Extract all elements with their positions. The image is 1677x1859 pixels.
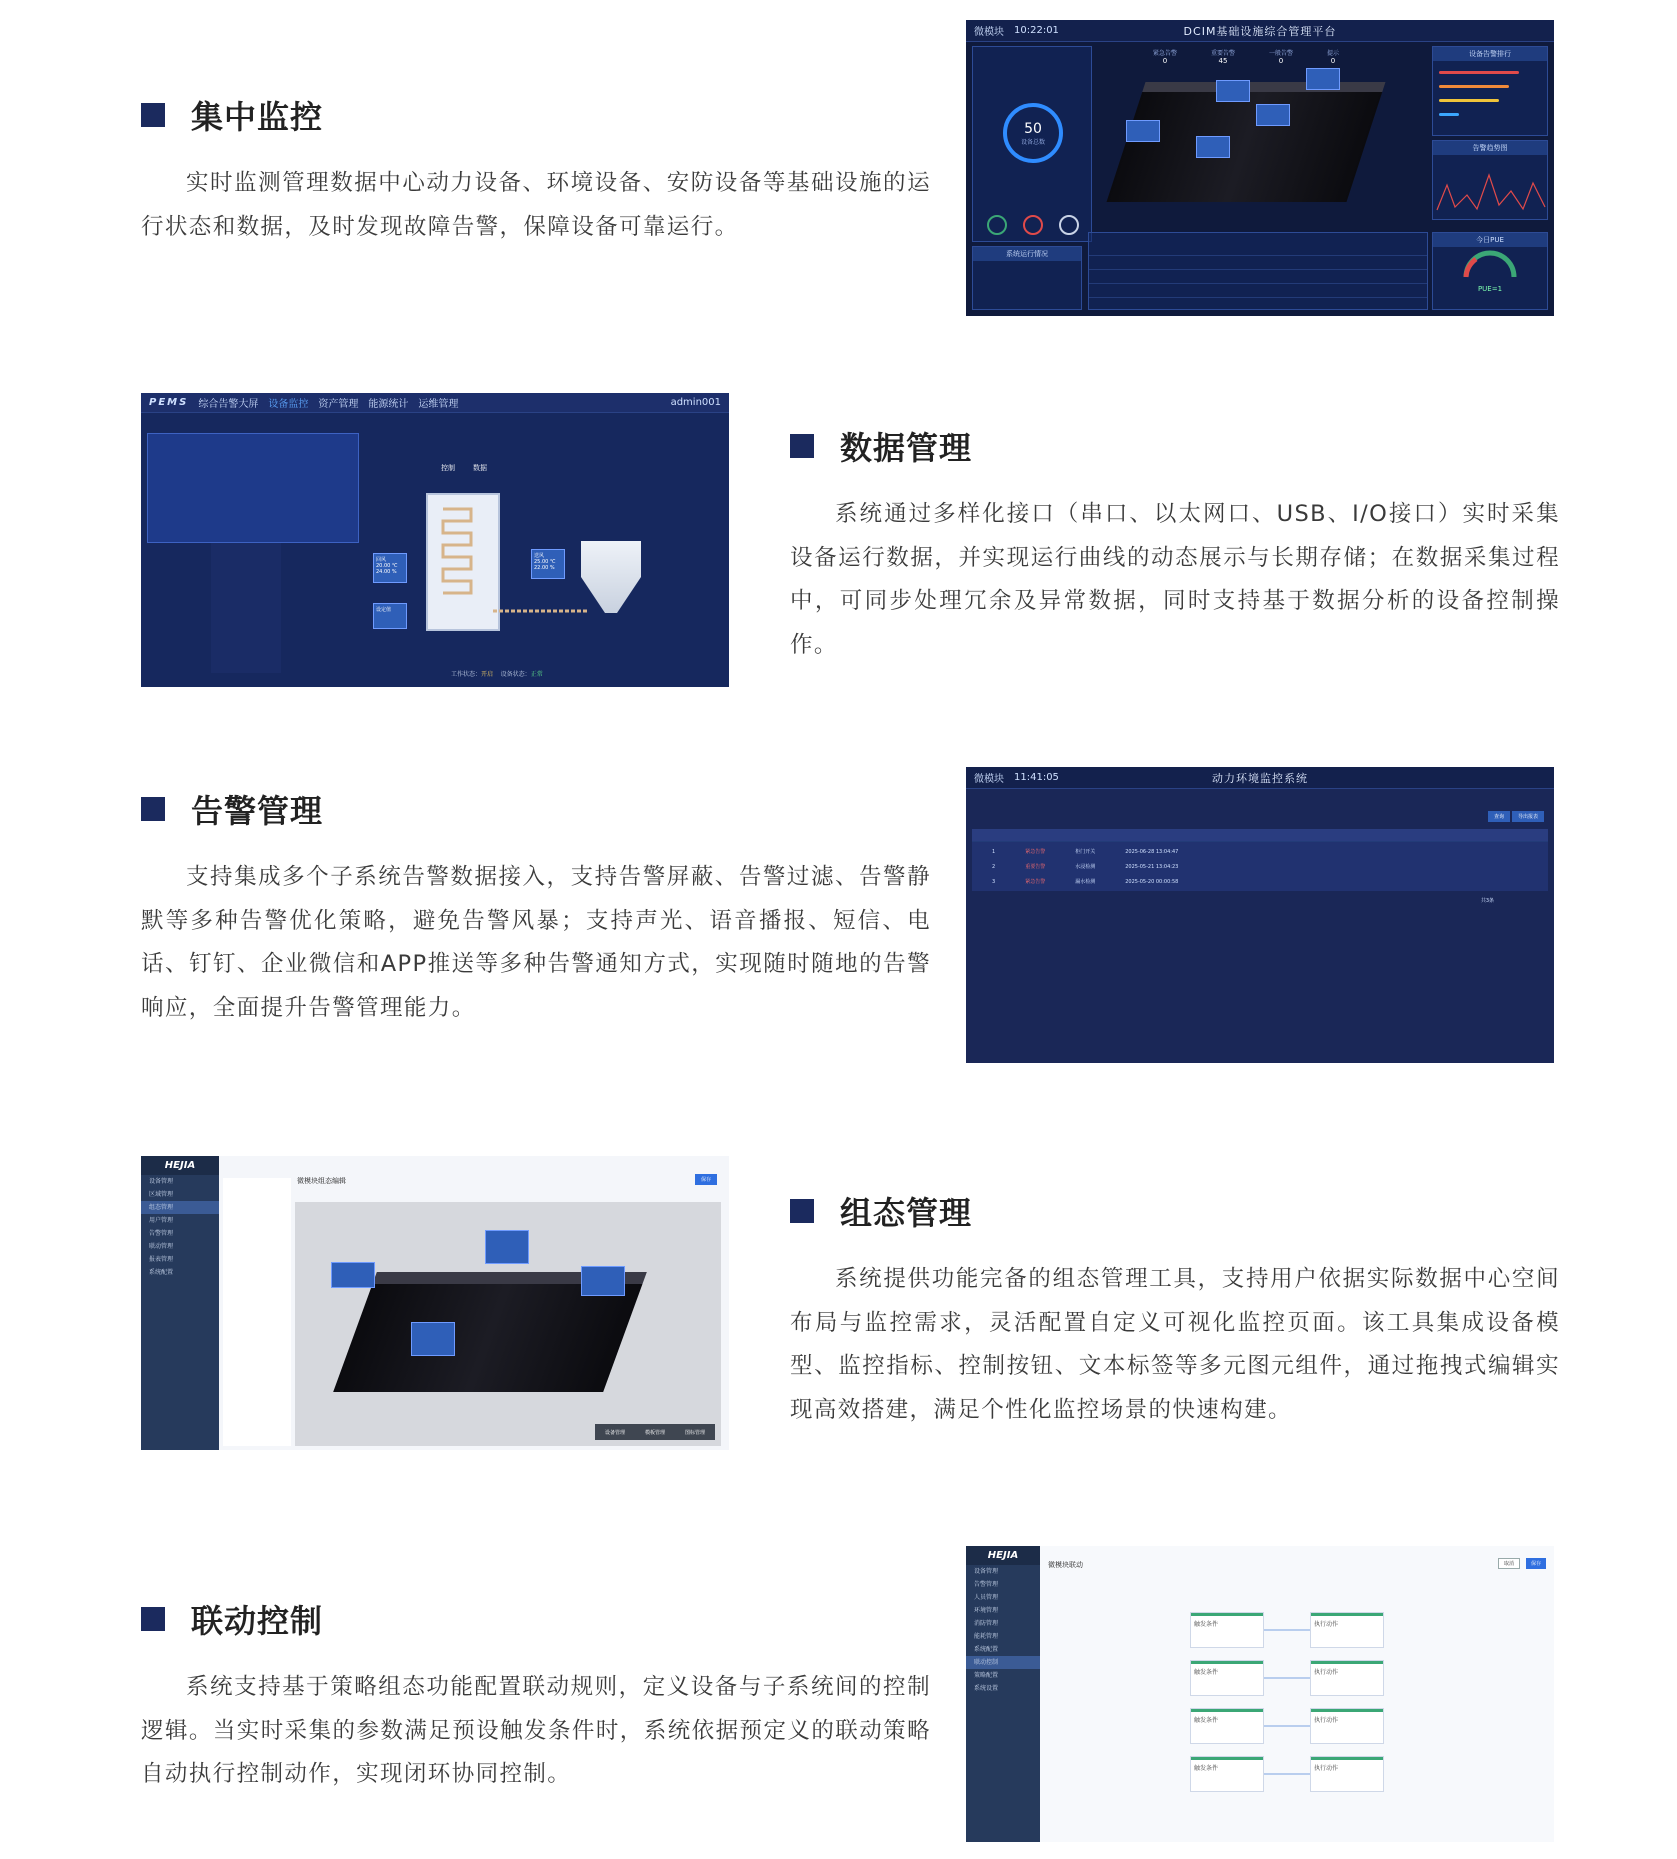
heading-square-icon — [790, 1199, 814, 1223]
pue-value: PUE=1 — [1477, 285, 1503, 293]
section-paragraph: 系统提供功能完备的组态管理工具，支持用户依据实际数据中心空间布局与监控需求，灵活配置自定义可视化监控页面。该工具集成设备模型、监控指标、控制按钮、文本标签等多元图元组件，通过拖拽式编辑实现高效搭建，满足个性化监控场景的快速构建。 — [790, 1266, 1560, 1423]
pager[interactable]: 共3条 — [1480, 898, 1494, 904]
brand-logo: PEMS — [149, 397, 189, 408]
sensor-tag — [411, 1322, 455, 1356]
action-node[interactable]: 执行动作 — [1310, 1612, 1384, 1648]
menu-item[interactable]: 系统配置 — [149, 1269, 174, 1276]
screen-data — [141, 393, 729, 687]
table-row[interactable]: 3 紧急告警 漏水检测 2025-05-20 00:00:58 — [992, 878, 1179, 885]
screen-monitor — [966, 20, 1554, 316]
nav-tab[interactable]: 设备监控 — [268, 399, 309, 410]
screen-topbar — [966, 767, 1554, 789]
coil-icon — [437, 503, 477, 613]
data-btn[interactable]: 数据 — [473, 464, 487, 472]
module-select[interactable]: 微模块 — [974, 27, 1004, 38]
status-line: 工作状态：开启 设备状态：正常 — [451, 671, 543, 678]
device-tree — [211, 543, 281, 673]
canvas-footer: 设备管理 模板管理 图标管理 — [595, 1424, 715, 1440]
gauge-label: 设备总数 — [1020, 139, 1045, 146]
running-panel: 系统运行情况 — [972, 246, 1082, 310]
heading-square-icon — [141, 103, 165, 127]
heading-square-icon — [141, 797, 165, 821]
menu-item[interactable]: 报表管理 — [149, 1256, 174, 1263]
page-title: 微模块联动 — [1048, 1561, 1083, 1569]
screen-config — [141, 1156, 729, 1450]
page-title: 微模块组态编辑 — [297, 1177, 346, 1185]
heading-square-icon — [141, 1607, 165, 1631]
trend-chart — [1433, 155, 1549, 215]
pue-panel: 今日PUE PUE=1 — [1432, 232, 1548, 310]
menu-item[interactable]: 人员管理 — [974, 1594, 999, 1601]
section-heading: 数据管理 — [790, 423, 1560, 469]
menu-item[interactable]: 设备管理 — [149, 1178, 174, 1185]
sensor-tag — [485, 1230, 529, 1264]
trigger-node[interactable]: 触发条件 — [1190, 1708, 1264, 1744]
alarm-table — [972, 829, 1548, 891]
menu-item[interactable]: 区域管理 — [149, 1191, 174, 1198]
cancel-button[interactable]: 取消 — [1498, 1558, 1520, 1569]
menu-item[interactable]: 环境管理 — [974, 1607, 999, 1614]
action-node[interactable]: 执行动作 — [1310, 1660, 1384, 1696]
chart-overlay — [147, 433, 359, 543]
brand-logo: HEJIA — [966, 1546, 1040, 1565]
export-button[interactable]: 导出报表 — [1512, 811, 1544, 822]
sensor-tag — [1306, 68, 1340, 90]
pue-gauge — [1460, 247, 1520, 281]
heading-square-icon — [790, 434, 814, 458]
linkage-sidebar — [966, 1546, 1040, 1842]
menu-item[interactable]: 告警管理 — [974, 1581, 999, 1588]
section-heading: 联动控制 — [141, 1596, 931, 1642]
menu-item[interactable]: 系统设置 — [974, 1685, 999, 1692]
section-heading: 组态管理 — [790, 1188, 1560, 1234]
screen-linkage — [966, 1546, 1554, 1842]
nav-tab[interactable]: 资产管理 — [318, 399, 359, 410]
section-paragraph: 系统通过多样化接口（串口、以太网口、USB、I/O接口）实时采集设备运行数据，并实现运行曲线的动态展示与长期存储；在数据采集过程中，可同步处理冗余及异常数据，同时支持基于数据分析的设备控制操作。 — [790, 501, 1560, 658]
screen-topbar — [966, 20, 1554, 42]
device-panel — [972, 46, 1092, 242]
menu-item[interactable]: 用户管理 — [149, 1217, 174, 1224]
trigger-node[interactable]: 触发条件 — [1190, 1660, 1264, 1696]
canvas — [295, 1202, 721, 1446]
menu-item[interactable]: 系统配置 — [974, 1646, 999, 1653]
clock: 11:41:05 — [1014, 772, 1059, 783]
table-row[interactable]: 2 重要告警 水浸检测 2025-05-21 13:04:23 — [992, 863, 1179, 870]
menu-item[interactable]: 联动控制 — [966, 1656, 1040, 1669]
clock: 10:22:01 — [1014, 25, 1059, 36]
nav-tab[interactable]: 运维管理 — [418, 399, 459, 410]
gauge-value: 50 — [1024, 121, 1042, 137]
section-paragraph: 实时监测管理数据中心动力设备、环境设备、安防设备等基础设施的运行状态和数据，及时发现故障告警，保障设备可靠运行。 — [141, 170, 931, 240]
section-config — [790, 1188, 1560, 1432]
save-button[interactable]: 保存 — [695, 1174, 717, 1185]
sensor-tag — [1126, 120, 1160, 142]
action-node[interactable]: 执行动作 — [1310, 1708, 1384, 1744]
setpoint-tag: 设定值 — [373, 603, 407, 629]
section-heading: 集中监控 — [141, 92, 931, 138]
config-tree — [223, 1178, 291, 1446]
action-node[interactable]: 执行动作 — [1310, 1756, 1384, 1792]
menu-item[interactable]: 组态管理 — [141, 1201, 219, 1214]
screen-title: DCIM基础设施综合管理平台 — [1183, 24, 1337, 38]
section-data — [790, 423, 1560, 667]
sensor-tag — [1196, 136, 1230, 158]
section-linkage — [141, 1596, 931, 1797]
menu-item[interactable]: 联动管理 — [149, 1243, 174, 1250]
menu-item[interactable]: 告警管理 — [149, 1230, 174, 1237]
screen-topbar — [141, 393, 729, 413]
search-button[interactable]: 查询 — [1488, 811, 1510, 822]
menu-item[interactable]: 消防管理 — [974, 1620, 999, 1627]
menu-item[interactable]: 策略配置 — [974, 1672, 999, 1679]
trend-panel: 告警趋势图 — [1432, 140, 1548, 220]
control-btn[interactable]: 控制 — [441, 464, 455, 472]
nav-tab[interactable]: 综合告警大屏 — [198, 399, 259, 410]
trigger-node[interactable]: 触发条件 — [1190, 1612, 1264, 1648]
section-monitor — [141, 92, 931, 249]
menu-item[interactable]: 能耗管理 — [974, 1633, 999, 1640]
pipe-icon — [493, 601, 593, 621]
save-button[interactable]: 保存 — [1526, 1558, 1546, 1569]
sensor-tag — [1256, 104, 1290, 126]
section-heading: 告警管理 — [141, 786, 931, 832]
brand-logo: HEJIA — [141, 1156, 219, 1175]
user-name[interactable]: admin001 — [670, 397, 721, 408]
nav-tab[interactable]: 能源统计 — [368, 399, 409, 410]
section-alarm — [141, 786, 931, 1030]
connector-lines — [1264, 1612, 1310, 1802]
sensor-tag — [1216, 80, 1250, 102]
screen-title: 动力环境监控系统 — [1212, 771, 1308, 785]
section-paragraph: 系统支持基于策略组态功能配置联动规则，定义设备与子系统间的控制逻辑。当实时采集的参数满足预设触发条件时，系统依据预定义的联动策略自动执行控制动作，实现闭环协同控制。 — [141, 1674, 931, 1787]
trigger-node[interactable]: 触发条件 — [1190, 1756, 1264, 1792]
table-row[interactable]: 1 紧急告警 柜门开关 2025-06-28 13:04:47 — [992, 848, 1179, 855]
sensor-tag — [331, 1262, 375, 1288]
alarm-rank-panel: 设备告警排行 — [1432, 46, 1548, 136]
config-sidebar — [141, 1156, 219, 1450]
stats-strip: 紧急告警 0 重要告警 45 一般告警 0 提示 0 — [1152, 50, 1339, 65]
alarm-table-panel — [1088, 232, 1428, 310]
menu-item[interactable]: 设备管理 — [974, 1568, 999, 1575]
return-air-tag: 回风 20.00 ℃ 24.00 % — [373, 553, 407, 583]
section-paragraph: 支持集成多个子系统告警数据接入，支持告警屏蔽、告警过滤、告警静默等多种告警优化策略，避免告警风暴；支持声光、语音播报、短信、电话、钉钉、企业微信和APP推送等多种告警通知方式，实现随时随地的告警响应，全面提升告警管理能力。 — [141, 864, 931, 1021]
module-select[interactable]: 微模块 — [974, 774, 1004, 785]
sensor-tag — [581, 1266, 625, 1296]
screen-alarm — [966, 767, 1554, 1063]
supply-air-tag: 送风 25.00 ℃ 22.00 % — [531, 549, 565, 579]
